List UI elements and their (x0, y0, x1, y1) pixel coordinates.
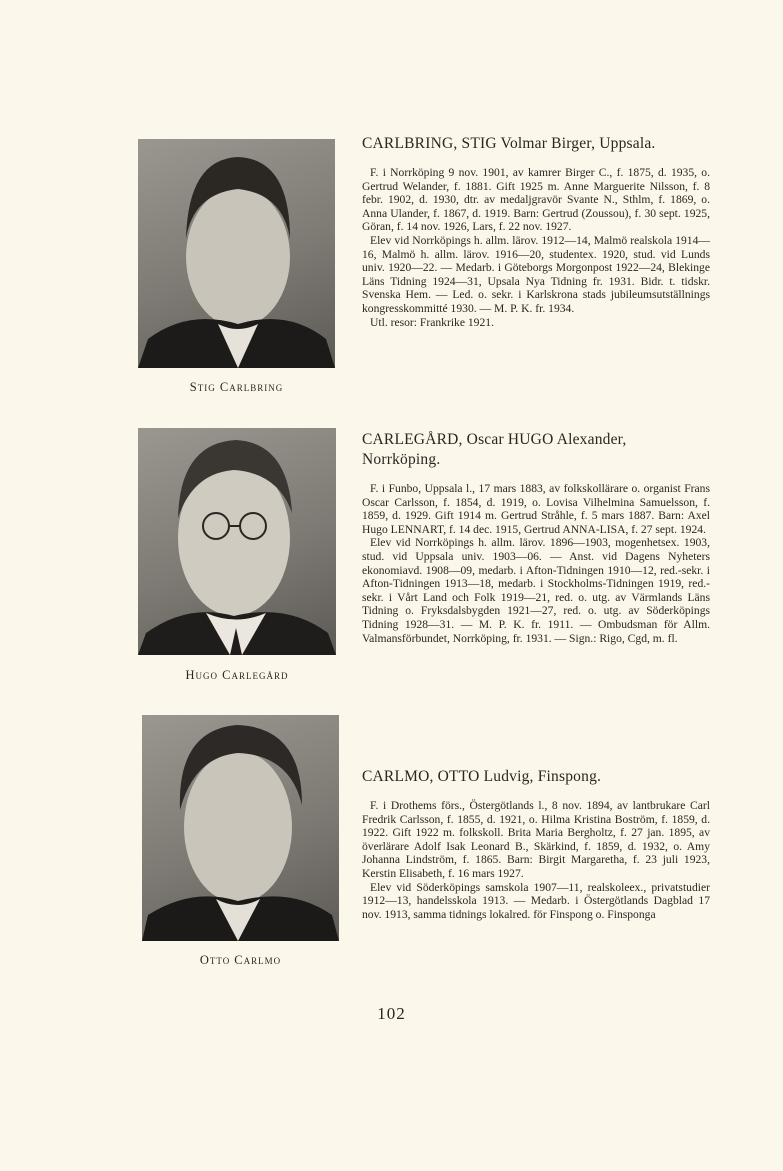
biography-entry-carlbring (362, 134, 710, 329)
photo-caption: Otto Carlmo (199, 953, 282, 967)
entry-heading: CARLBRING, STIG Volmar Birger, Uppsala. (362, 135, 656, 152)
entry-paragraph: F. i Drothems förs., Östergötlands l., 8 nov. 1894, av lantbrukare Carl Fredrik Carlsson, f. 1855, d. 1921, o. Hilma Kristina Boström, f. 1859, d. 1922. Gift 1922 m. folkskoll. Brita Maria Bergholtz, f. 27 jan. 1895, av överlärare Adolf Isak Leonard B., Skärkind, f. 1859, d. 1932, o. Amy Johanna Lindström, f. 1865. Barn: Birgit Margaretha, f. 23 juli 1923, Kerstin Elisabeth, f. 16 mars 1927. (362, 799, 710, 880)
photo-caption: Hugo Carlegård (185, 668, 289, 682)
entry-heading: CARLEGÅRD, Oscar HUGO Alexander, Norrköping. (362, 431, 627, 468)
portrait-photo-carlmo (142, 715, 339, 941)
portrait-photo-carlbring (138, 139, 335, 368)
biography-entry-carlmo (362, 767, 710, 921)
entry-paragraph: F. i Norrköping 9 nov. 1901, av kamrer Birger C., f. 1875, d. 1935, o. Gertrud Welander, f. 1881. Gift 1925 m. Anne Marguerite Nilsson, f. 8 febr. 1902, d. 1930, dtr. av medaljgravör Svante N., Sthlm, f. 1869, o. Anna Ulander, f. 1867, d. 1919. Barn: Gertrud (Zoussou), f. 30 sept. 1925, Göran, f. 14 nov. 1926, Lars, f. 22 nov. 1927. (362, 166, 710, 234)
entry-paragraph: Elev vid Söderköpings samskola 1907—11, realskoleex., privatstudier 1912—13, handelsskola 1913. — Medarb. i Östergötlands Dagblad 17 nov. 1913, samma tidnings lokalred. för Finspong o. Finsponga (362, 880, 710, 921)
entry-heading: CARLMO, OTTO Ludvig, Finspong. (362, 768, 602, 785)
portrait-photo-carlegard (138, 428, 336, 655)
page-number: 102 (377, 1004, 406, 1023)
biography-entry-carlegard (362, 430, 710, 645)
photo-caption: Stig Carlbring (189, 380, 284, 394)
entry-paragraph: F. i Funbo, Uppsala l., 17 mars 1883, av folkskollärare o. organist Frans Oscar Carlsson, f. 1854, d. 1919, o. Lovisa Vilhelmina Samuelsson, f. 1859, d. 1929. Gift 1914 m. Gertrud Stråhle, f. 5 mars 1887. Barn: Axel Hugo LENNART, f. 14 dec. 1915, Gertrud ANNA-LISA, f. 27 sept. 1924. (362, 482, 710, 536)
entry-paragraph: Elev vid Norrköpings h. allm. lärov. 1912—14, Malmö realskola 1914—16, Malmö h. allm. lärov. 1916—20, studentex. 1920, stud. vid Lunds univ. 1920—22. — Medarb. i Göteborgs Morgonpost 1922—24, Blekinge Läns Tidning 1924—31, Upsala Nya Tidning fr. 1931. Bidr. t. tidskr. Svenska Hem. — Led. o. sekr. i Karlskrona stads jubileumsutställnings kongresskommitté 1930. — M. P. K. fr. 1934. (362, 233, 710, 315)
entry-paragraph: Elev vid Norrköpings h. allm. lärov. 1896—1903, mogenhetsex. 1903, stud. vid Uppsala univ. 1903—06. — Anst. vid Dagens Nyheters ekonomiavd. 1908—09, medarb. i Afton-Tidningen 1910—12, red.-sekr. i Afton-Tidningen 1913—18, medarb. i Stockholms-Tidningen 1919, red.-sekr. i Vårt Land och Folk 1919—21, red. o. utg. av Värmlands Läns Tidning o. Fryksdalsbygden 1921—27, red. o. utg. av Söderköpings Tidning 1928—31. — M. P. K. fr. 1911. — Ombudsman för Allm. Valmansförbundet, Norrköping, fr. 1931. — Sign.: Rigo, Cgd, m. fl. (362, 536, 710, 645)
entry-paragraph: Utl. resor: Frankrike 1921. (370, 315, 494, 329)
